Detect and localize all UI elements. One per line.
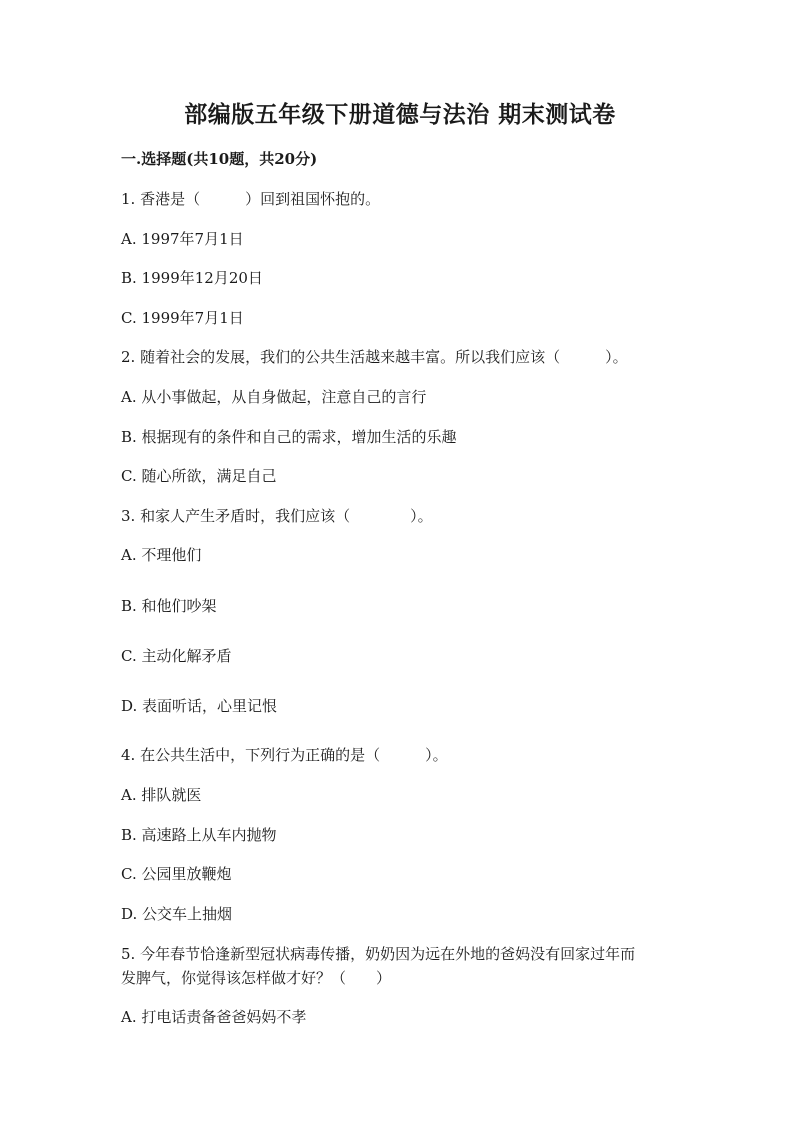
- question-4-option-d: D. 公交车上抽烟: [121, 905, 233, 923]
- page-title: 部编版五年级下册道德与法治 期末测试卷: [184, 101, 616, 128]
- question-1-option-c: C. 1999年7月1日: [121, 309, 244, 327]
- question-1-option-a: A. 1997年7月1日: [121, 230, 244, 248]
- question-4-option-a: A. 排队就医: [121, 786, 202, 804]
- question-5-option-a: A. 打电话责备爸爸妈妈不孝: [121, 1008, 307, 1026]
- question-1-option-b: B. 1999年12月20日: [121, 269, 263, 287]
- question-4-option-c: C. 公园里放鞭炮: [121, 865, 232, 883]
- question-4-text: 4. 在公共生活中，下列行为正确的是（ ）。: [121, 746, 448, 764]
- question-3-text: 3. 和家人产生矛盾时，我们应该（ ）。: [121, 507, 433, 525]
- question-3-option-a: A. 不理他们: [121, 546, 202, 564]
- question-2-option-a: A. 从小事做起，从自身做起，注意自己的言行: [121, 388, 427, 406]
- question-2-option-b: B. 根据现有的条件和自己的需求，增加生活的乐趣: [121, 428, 457, 446]
- question-5-text-line-2: 发脾气，你觉得该怎样做才好？（ ）: [121, 969, 392, 987]
- question-3-option-b: B. 和他们吵架: [121, 597, 217, 615]
- question-2-text: 2. 随着社会的发展，我们的公共生活越来越丰富。所以我们应该（ ）。: [121, 348, 628, 366]
- question-2-option-c: C. 随心所欲，满足自己: [121, 467, 277, 485]
- question-3-option-c: C. 主动化解矛盾: [121, 647, 232, 665]
- section-heading: 一.选择题(共10题，共20分): [121, 150, 318, 168]
- question-5-text-line-1: 5. 今年春节恰逢新型冠状病毒传播，奶奶因为远在外地的爸妈没有回家过年而: [121, 945, 636, 963]
- question-1-text: 1. 香港是（ ）回到祖国怀抱的。: [121, 190, 381, 208]
- question-3-option-d: D. 表面听话，心里记恨: [121, 697, 278, 715]
- question-4-option-b: B. 高速路上从车内抛物: [121, 826, 277, 844]
